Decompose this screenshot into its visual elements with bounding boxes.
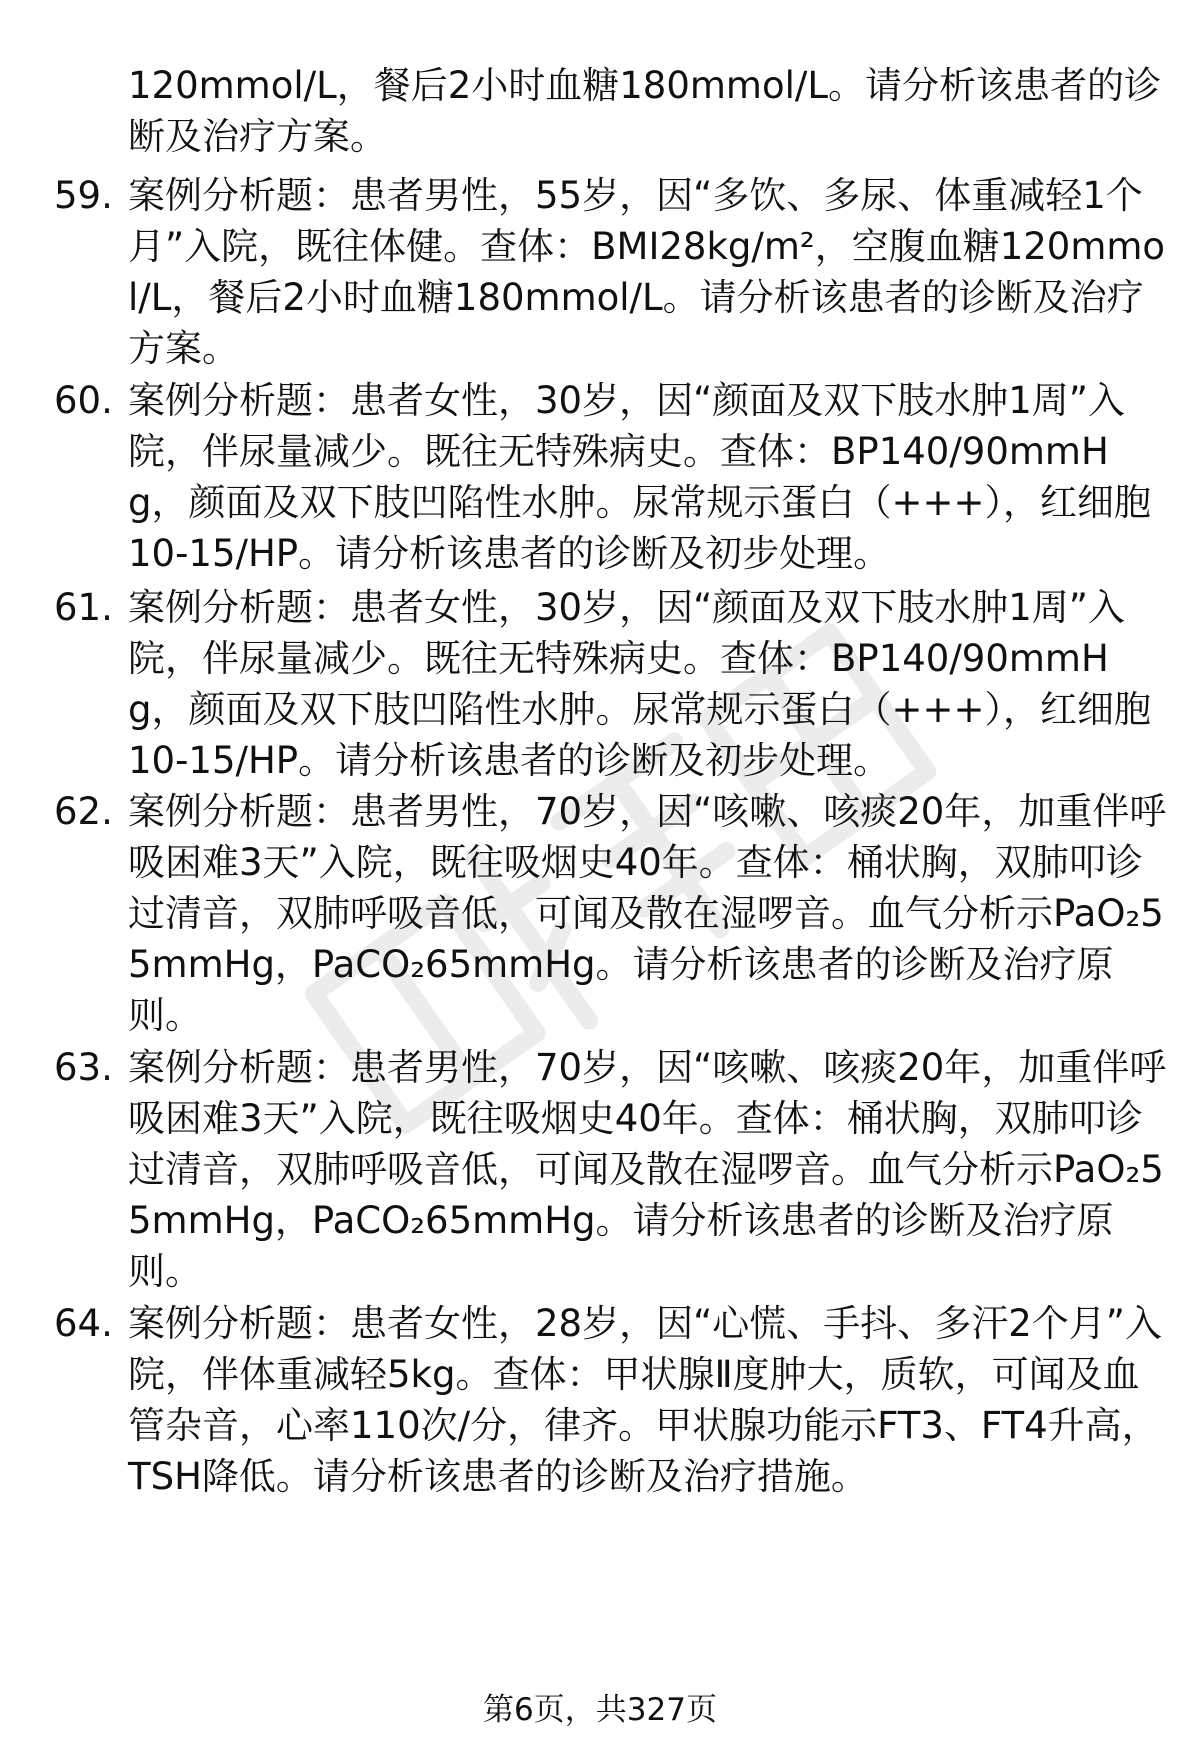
question-text: 案例分析题：患者男性，70岁，因“咳嗽、咳痰20年，加重伴呼吸困难3天”入院，既往吸烟史40年。查体：桶状胸，双肺叩诊过清音，双肺呼吸音低，可闻及散在湿啰音。血气分析示PaO₂55mmHg，PaCO₂65mmHg。请分析该患者的诊断及治疗原则。 [128, 790, 1167, 1037]
question-number: 64. [54, 1302, 113, 1345]
question-number: 63. [54, 1046, 113, 1089]
question-text: 案例分析题：患者男性，70岁，因“咳嗽、咳痰20年，加重伴呼吸困难3天”入院，既往吸烟史40年。查体：桶状胸，双肺叩诊过清音，双肺呼吸音低，可闻及散在湿啰音。血气分析示PaO₂55mmHg，PaCO₂65mmHg。请分析该患者的诊断及治疗原则。 [128, 1046, 1167, 1293]
question-number: 62. [54, 790, 113, 833]
continuation-text: 120mmol/L，餐后2小时血糖180mmol/L。请分析该患者的诊断及治疗方案。 [128, 64, 1161, 158]
page-footer: 第6页，共327页 [483, 1692, 717, 1728]
question-text: 案例分析题：患者男性，55岁，因“多饮、多尿、体重减轻1个月”入院，既往体健。查体：BMI28kg/m²，空腹血糖120mmol/L，餐后2小时血糖180mmol/L。请分析该患者的诊断及治疗方案。 [128, 174, 1166, 370]
question-number: 60. [54, 379, 113, 422]
question-number: 59. [54, 174, 113, 217]
question-text: 案例分析题：患者女性，30岁，因“颜面及双下肢水肿1周”入院，伴尿量减少。既往无特殊病史。查体：BP140/90mmHg，颜面及双下肢凹陷性水肿。尿常规示蛋白（+++），红细胞10-15/HP。请分析该患者的诊断及初步处理。 [128, 586, 1151, 782]
question-text: 案例分析题：患者女性，30岁，因“颜面及双下肢水肿1周”入院，伴尿量减少。既往无特殊病史。查体：BP140/90mmHg，颜面及双下肢凹陷性水肿。尿常规示蛋白（+++），红细胞10-15/HP。请分析该患者的诊断及初步处理。 [128, 379, 1151, 575]
question-text: 案例分析题：患者女性，28岁，因“心慌、手抖、多汗2个月”入院，伴体重减轻5kg。查体：甲状腺Ⅱ度肿大，质软，可闻及血管杂音，心率110次/分，律齐。甲状腺功能示FT3、FT4升高，TSH降低。请分析该患者的诊断及治疗措施。 [128, 1302, 1162, 1498]
question-number: 61. [54, 586, 113, 629]
